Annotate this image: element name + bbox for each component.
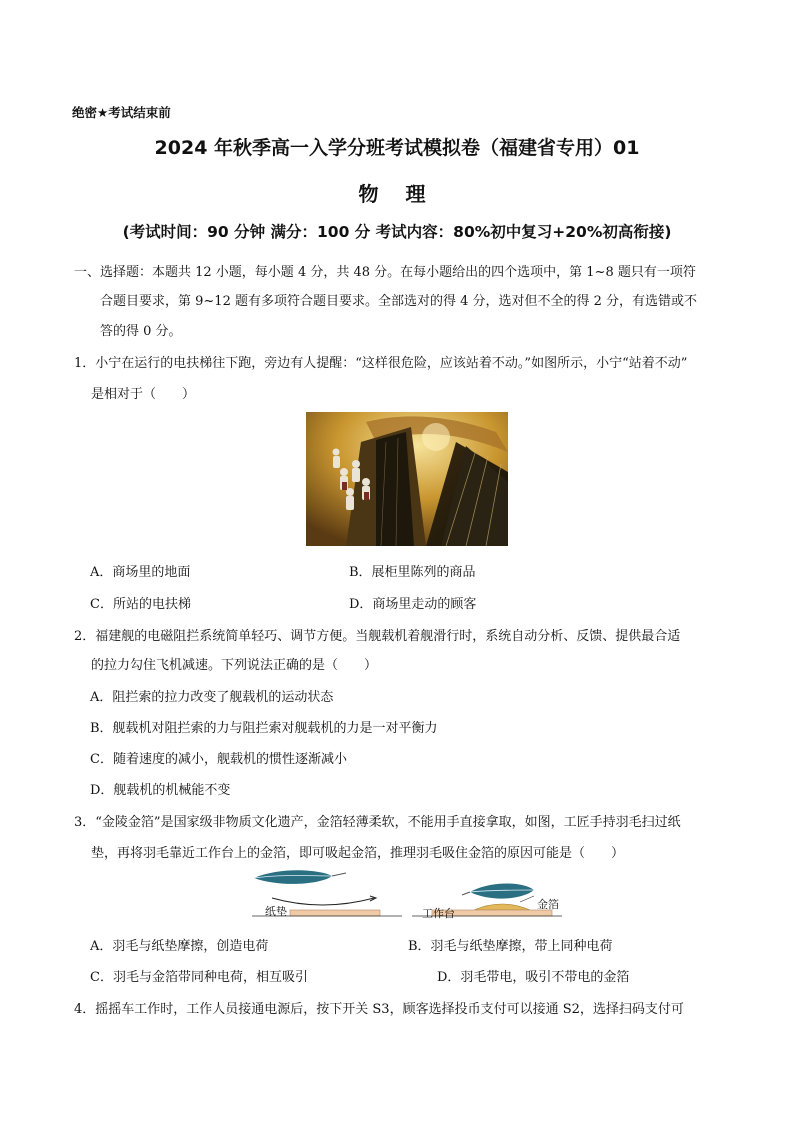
q3-option-a: A．羽毛与纸垫摩擦，创造电荷	[90, 939, 269, 954]
q4-line-1: 4．摇摇车工作时，工作人员接通电源后，按下开关 S3，顾客选择投币支付可以接通 S2，选择扫码支付可	[74, 1002, 684, 1017]
q2-line-2: 的拉力勾住飞机减速。下列说法正确的是（ ）	[91, 658, 378, 673]
exam-title: 2024 年秋季高一入学分班考试模拟卷（福建省专用）01	[154, 137, 640, 159]
section1-line-1: 一、选择题：本题共 12 小题，每小题 4 分，共 48 分。在每小题给出的四个选项中，第 1~8 题只有一项符	[74, 265, 696, 280]
q2-option-c: C．随着速度的减小，舰载机的惯性逐渐减小	[90, 752, 347, 767]
q3-option-c: C．羽毛与金箔带同种电荷，相互吸引	[90, 970, 308, 985]
q1-line-2: 是相对于（ ）	[91, 387, 196, 402]
q3-line-1: 3．“金陵金箔”是国家级非物质文化遗产，金箔轻薄柔软，不能用手直接拿取，如图，工匠手持羽毛扫过纸	[74, 815, 681, 830]
q1-option-b: B．展柜里陈列的商品	[349, 565, 476, 580]
subject-title: 物 理	[358, 182, 436, 206]
section1-line-2: 合题目要求，第 9~12 题有多项符合题目要求。全部选对的得 4 分，选对但不全的得 2 分，有选错或不	[100, 294, 698, 309]
escalator-photo	[306, 412, 508, 546]
bench-label: 工作台	[422, 907, 455, 920]
q3-line-2: 垫，再将羽毛靠近工作台上的金箔，即可吸起金箔，推理羽毛吸住金箔的原因可能是（ ）	[91, 846, 625, 861]
q2-option-d: D．舰载机的机械能不变	[90, 783, 231, 798]
q3-option-d: D．羽毛带电，吸引不带电的金箔	[437, 970, 630, 985]
q1-line-1: 1．小宁在运行的电扶梯往下跑，旁边有人提醒：“这样很危险，应该站着不动。”如图所示，小宁“站着不动”	[74, 356, 688, 371]
q3-option-b: B．羽毛与纸垫摩擦，带上同种电荷	[408, 939, 613, 954]
q2-option-a: A．阻拦索的拉力改变了舰载机的运动状态	[90, 690, 334, 705]
q1-option-d: D．商场里走动的顾客	[349, 597, 477, 612]
exam-info: (考试时间：90 分钟 满分：100 分 考试内容：80%初中复习+20%初高衔接)	[122, 223, 672, 241]
secret-label: 绝密★考试结束前	[72, 105, 171, 120]
pad-label: 纸垫	[265, 905, 287, 918]
q2-option-b: B．舰载机对阻拦索的力与阻拦索对舰载机的力是一对平衡力	[90, 721, 438, 736]
q2-line-1: 2．福建舰的电磁阻拦系统简单轻巧、调节方便。当舰载机着舰滑行时，系统自动分析、反馈、提供最合适	[74, 629, 681, 644]
q1-option-c: C．所站的电扶梯	[90, 597, 191, 612]
section1-line-3: 答的得 0 分。	[100, 324, 182, 339]
foil-label: 金箔	[537, 898, 559, 911]
q1-option-a: A．商场里的地面	[90, 565, 191, 580]
